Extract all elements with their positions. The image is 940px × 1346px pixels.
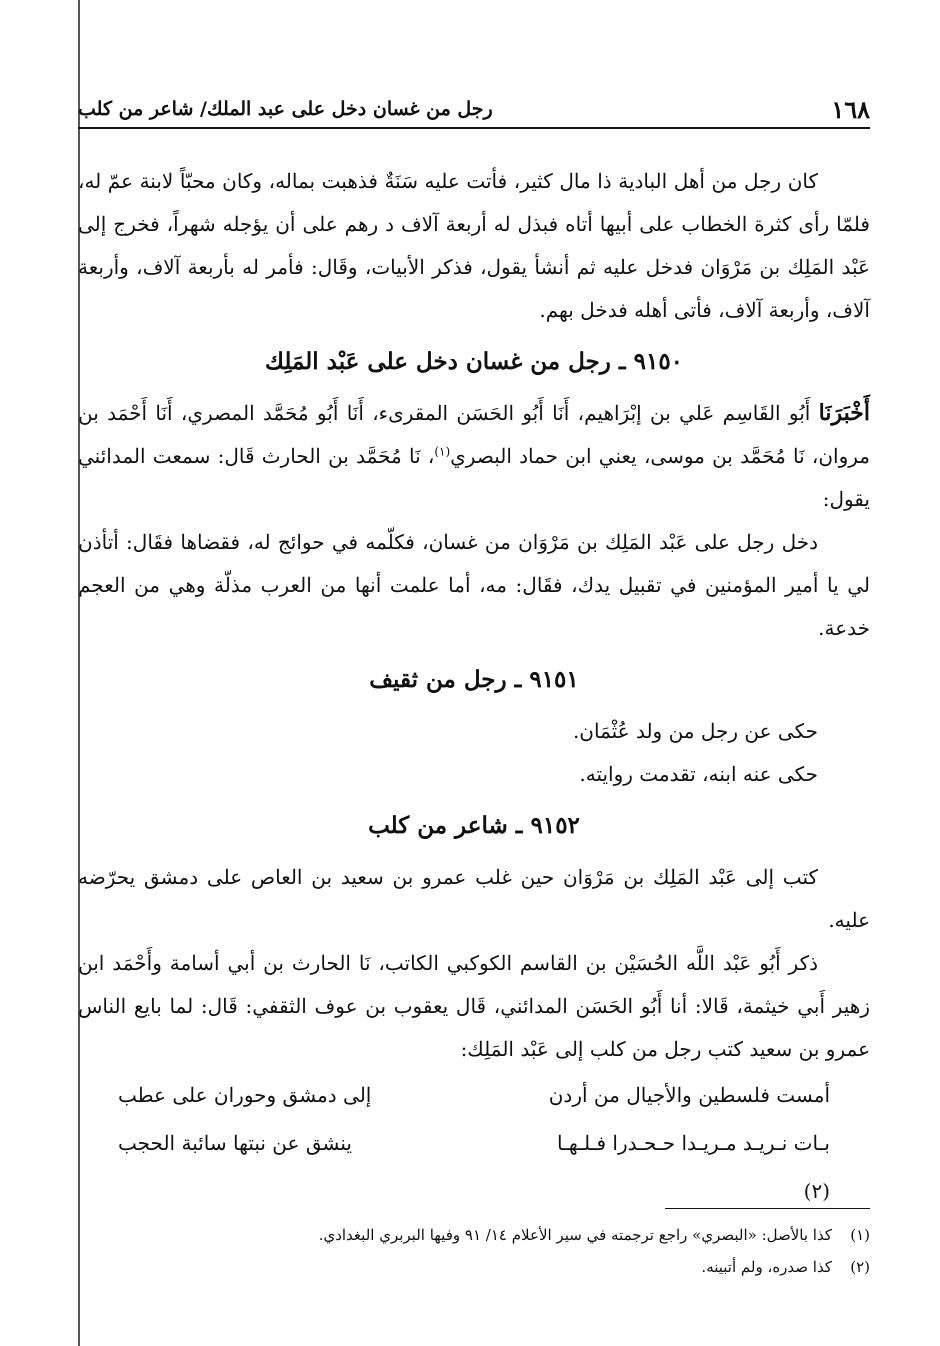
line-9151-b: حكى عنه ابنه، تقدمت روايته. <box>579 762 818 786</box>
footnote-2-mark: (٢) <box>850 1258 870 1276</box>
heading-9151: ٩١٥١ ـ رجل من ثقيف <box>369 666 579 693</box>
heading-9150: ٩١٥٠ ـ رجل من غسان دخل على عَبْد المَلِك <box>264 348 684 375</box>
body-9150: دخل رجل على عَبْد المَلِك بن مَرْوَان من غسان، فكلّمه في حوائج له، فقضاها فقَال: أتأذن لي يا أمير المؤمنين في تقبيل يدك، فقَال: مه، أما علمت أنها من العرب مذلّة وهي من العجم خدعة. <box>78 530 870 640</box>
footnote-2 <box>78 1251 870 1283</box>
isnad-9150-part1: أَبُو القَاسِم عَلي بن إبْرَاهيم، أَنَا أَبُو الحَسَن المقرىء، أَنَا أَبُو مُحَمَّد المصري، أَنَا أَحْمَد بن مروان، نَا مُحَمَّد بن موسى، يعني ابن حماد البصري <box>78 401 870 468</box>
opening-paragraph: كان رجل من أهل البادية ذا مال كثير، فأتت عليه سَنَةٌ فذهبت بماله، وكان محبّاً لابنة عمّ له، فلمّا رأى كثرة الخطاب على أبيها أتاه فبذل له أربعة آلاف د رهم على أن يؤجله شهراً، فخرج إلى عَبْد المَلِك بن مَرْوَان فدخل عليه ثم أنشأ يقول، فذكر الأبيات، وقَال: فأمر له بأربعة آلاف، وأربعة آلاف، وأربعة آلاف، فأتى أهله فدخل بهم. <box>78 169 870 322</box>
header-rule <box>78 127 870 129</box>
heading-9152: ٩١٥٢ ـ شاعر من كلب <box>368 812 580 839</box>
verse-2-first-half-text: بـات نـريـد مـريـدا حـحـدرا فـلـهـا <box>556 1131 830 1155</box>
page-header <box>78 92 870 126</box>
verse-2-second-half: ينشق عن نبتها سائبة الحجب <box>118 1131 352 1155</box>
isnad-9150-part2: ، نَا مُحَمَّد بن الحارث قَال: سمعت المدائني يقول: <box>78 444 870 511</box>
main-text <box>78 160 870 1215</box>
para-9152-a: كتب إلى عَبْد المَلِك بن مَرْوَان حين غلب عمرو بن سعيد بن العاص على دمشق يحرّضه عليه. <box>78 865 870 932</box>
verse-line-1 <box>78 1071 870 1119</box>
running-title: رجل من غسان دخل على عبد الملك/ شاعر من كلب <box>78 98 493 120</box>
footnote-ref-2[interactable]: (٢) <box>803 1179 830 1203</box>
page-number: ١٦٨ <box>831 94 870 124</box>
footnote-ref-1[interactable]: (١) <box>434 444 451 459</box>
verse-1-second-half: إلى دمشق وحوران على عطب <box>118 1083 372 1107</box>
footnotes <box>78 1208 870 1283</box>
verse-line-2 <box>78 1119 870 1215</box>
footnote-1 <box>78 1219 870 1251</box>
footnote-1-text: كذا بالأصل: «البصري» راجع ترجمته في سير الأعلام ١٤/ ٩١ وفيها البربري البغدادي. <box>318 1226 832 1244</box>
verse-2-first-half <box>510 1119 830 1215</box>
footnote-2-text: كذا صدره، ولم أتبينه. <box>701 1258 832 1276</box>
line-9151-a: حكى عن رجل من ولد عُثْمَان. <box>572 719 818 743</box>
footnote-separator <box>665 1208 870 1209</box>
footnote-1-mark: (١) <box>850 1226 870 1244</box>
para-9152-b: ذكر أَبُو عَبْد اللَّه الحُسَيْن بن القاسم الكوكبي الكاتب، نَا الحارث بن أبي أسامة وأَحْمَد ابن زهير أَبي خيثمة، قَالا: أنا أَبُو الحَسَن المدائني، قَال يعقوب بن عوف الثقفي: قَال: لما بايع الناس عمرو بن سعيد كتب رجل من كلب إلى عَبْد المَلِك: <box>78 951 870 1061</box>
lead-word: أَخْبَرَنَا <box>818 400 870 426</box>
verse-1-first-half: أمست فلسطين والأجيال من أردن <box>548 1083 830 1107</box>
isnad-9150 <box>78 392 870 521</box>
